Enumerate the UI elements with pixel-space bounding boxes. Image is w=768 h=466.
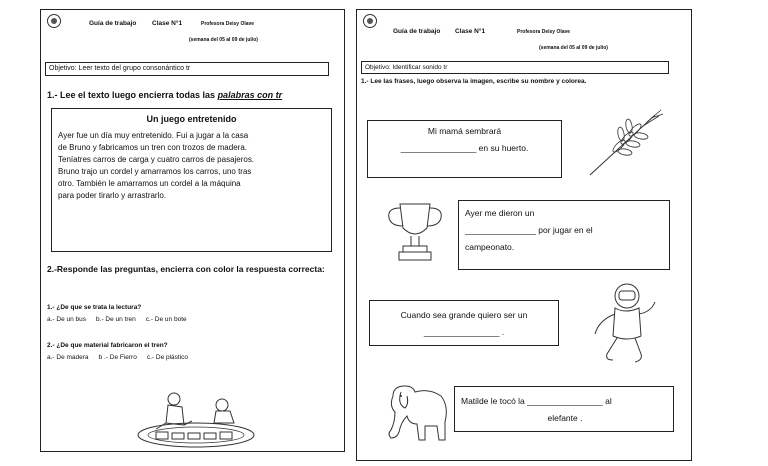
sentence-box-4	[454, 386, 674, 432]
subquestion-2: 2.- ¿De que material fabricaron el tren?	[47, 342, 168, 349]
teacher-name: Profesora Deisy Olave	[517, 29, 571, 35]
sentence-line[interactable]: ________________ en su huerto.	[400, 143, 529, 153]
sentence-box-1	[367, 120, 562, 178]
sentence-line[interactable]: _______________ por jugar en el	[465, 225, 593, 235]
question-1-text: 1.- Lee el texto luego encierra todas las	[47, 90, 218, 100]
objective-box: Objetivo: Identificar sonido tr	[361, 61, 669, 74]
subquestion-1-options	[47, 316, 197, 323]
option-a[interactable]: a.- De un bus	[47, 316, 87, 323]
sentence-line: Ayer me dieron un	[465, 208, 535, 218]
sentence-line[interactable]: Matilde le tocó la ________________ al	[461, 396, 612, 406]
story-line: Teníatres carros de carga y cuatro carros de pasajeros.	[58, 155, 255, 164]
option-a[interactable]: a.- De madera	[47, 354, 89, 361]
story-line: otro. También le amarramos un cordel a la máquina	[58, 179, 241, 188]
story-line: Bruno trajo un cordel y amarramos los carros, uno tras	[58, 167, 252, 176]
sentence-box-2	[458, 200, 670, 270]
story-line: Ayer fue un día muy entretenido. Fui a jugar a la casa	[58, 131, 249, 140]
worksheet-left	[40, 9, 345, 452]
worksheet-right	[356, 9, 692, 461]
worksheet-title: Guía de trabajo	[89, 20, 137, 27]
sentence-box-3	[369, 300, 559, 346]
week-range: (semana del 05 al 09 de julio)	[189, 37, 258, 43]
option-b[interactable]: b .- De Fierro	[98, 354, 137, 361]
option-c[interactable]: c.- De un bote	[145, 316, 187, 323]
kids-train-illustration	[136, 385, 256, 449]
wheat-icon	[585, 110, 665, 180]
elephant-icon	[379, 382, 451, 444]
astronaut-icon	[589, 282, 659, 364]
story-box	[51, 108, 332, 252]
school-logo-icon	[47, 14, 61, 28]
trophy-icon	[385, 200, 445, 266]
class-number: Clase N°1	[152, 20, 183, 27]
sentence-line: Cuando sea grande quiero ser un	[400, 310, 528, 320]
sentence-line: elefante .	[547, 413, 583, 423]
story-line: para poder tirarlo y arrastrarlo.	[58, 191, 167, 200]
question-2: 2.-Responde las preguntas, encierra con color la respuesta correcta:	[47, 264, 325, 274]
story-title: Un juego entretenido	[146, 114, 237, 124]
story-line: de Bruno y fabricamos un tren con trozos de madera.	[58, 143, 247, 152]
instruction: 1.- Lee las frases, luego observa la imagen, escribe su nombre y colorea.	[361, 78, 587, 85]
option-c[interactable]: c.- De plástico	[146, 354, 189, 361]
class-number: Clase N°1	[455, 28, 486, 35]
question-1-emphasis: palabras con tr	[217, 90, 283, 100]
week-range: (semana del 05 al 09 de julio)	[539, 45, 608, 51]
story-body	[52, 130, 331, 202]
worksheet-title: Guía de trabajo	[393, 28, 441, 35]
school-logo-icon	[363, 14, 377, 28]
option-b[interactable]: b.- De un tren	[96, 316, 136, 323]
sentence-line: campeonato.	[465, 242, 515, 252]
subquestion-2-options	[47, 354, 198, 361]
objective-box: Objetivo: Leer texto del grupo consonántico tr	[45, 62, 329, 76]
sentence-line[interactable]: ________________ .	[423, 327, 505, 337]
sentence-line: Mi mamá sembrará	[427, 126, 502, 136]
teacher-name: Profesora Deisy Olave	[201, 21, 255, 27]
question-1	[47, 90, 282, 100]
subquestion-1: 1.- ¿De que se trata la lectura?	[47, 304, 142, 311]
